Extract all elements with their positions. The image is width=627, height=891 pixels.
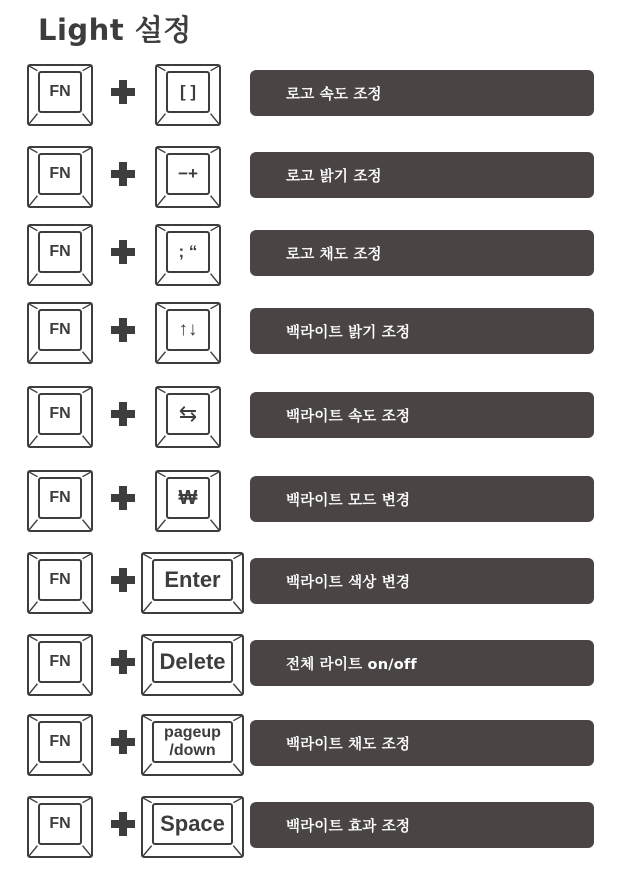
plus-icon [110,567,136,593]
fn-key-label: FN [49,571,71,588]
pageup-down-key [141,714,244,776]
description-bar [250,720,594,766]
description-text: 로고 속도 조정 [286,86,382,103]
fn-key [27,634,93,696]
fn-key [27,224,93,286]
description-text: 백라이트 모드 변경 [286,492,411,509]
fn-key-label: FN [49,83,71,100]
fn-key [27,302,93,364]
fn-key [27,64,93,126]
minus-plus-key [155,146,221,208]
description-bar [250,308,594,354]
shortcut-row [0,552,627,622]
fn-key-label: FN [49,321,71,338]
arrow-left-right-icon: ⇆ [178,401,198,426]
space-key-label: Space [160,811,225,836]
shortcut-row [0,796,627,866]
shortcut-row [0,634,627,704]
fn-key [27,714,93,776]
fn-key-label: FN [49,489,71,506]
fn-key-label: FN [49,653,71,670]
arrow-up-down-icon: ↑↓ [178,319,198,340]
plus-icon [110,161,136,187]
shortcut-row [0,146,627,216]
fn-key [27,146,93,208]
plus-icon [110,729,136,755]
fn-key-label: FN [49,733,71,750]
plus-icon [110,239,136,265]
description-text: 백라이트 채도 조정 [286,736,411,753]
description-text: 백라이트 효과 조정 [286,818,411,835]
fn-key-label: FN [49,405,71,422]
semicolon-quote-key-label: ; “ [178,242,198,261]
description-bar [250,152,594,198]
plus-icon [110,811,136,837]
delete-key [141,634,244,696]
minus-plus-key-label: −+ [178,164,198,183]
description-text: 백라이트 색상 변경 [286,574,411,591]
space-key [141,796,244,858]
fn-key [27,796,93,858]
description-bar [250,558,594,604]
description-text: 로고 밝기 조정 [286,168,382,185]
delete-key-label: Delete [159,649,226,674]
description-bar [250,230,594,276]
page-title: Light 설정 [38,13,192,47]
shortcut-row [0,302,627,372]
fn-key-label: FN [49,165,71,182]
plus-icon [110,649,136,675]
plus-icon [110,79,136,105]
description-text: 백라이트 속도 조정 [286,408,411,425]
shortcut-row [0,714,627,784]
shortcut-row [0,386,627,456]
enter-key [141,552,244,614]
shortcut-row [0,64,627,134]
description-bar [250,476,594,522]
plus-icon [110,401,136,427]
description-bar [250,640,594,686]
description-bar [250,70,594,116]
plus-icon [110,317,136,343]
plus-icon [110,485,136,511]
description-text: 로고 채도 조정 [286,246,382,263]
description-bar [250,802,594,848]
fn-key [27,470,93,532]
arrow-left-right-key [155,386,221,448]
description-bar [250,392,594,438]
enter-key-label: Enter [164,567,221,592]
arrow-up-down-key [155,302,221,364]
description-text: 백라이트 밝기 조정 [286,324,411,341]
bracket-key-label: [ ] [179,82,197,101]
bracket-key [155,64,221,126]
shortcut-row [0,224,627,294]
pageup-down-key-label: pageup /down [164,724,221,759]
fn-key-label: FN [49,815,71,832]
fn-key [27,386,93,448]
fn-key-label: FN [49,243,71,260]
won-key-label: ₩ [178,486,198,509]
description-text: 전체 라이트 on/off [286,656,417,673]
semicolon-quote-key [155,224,221,286]
won-key [155,470,221,532]
shortcut-row [0,470,627,540]
fn-key [27,552,93,614]
